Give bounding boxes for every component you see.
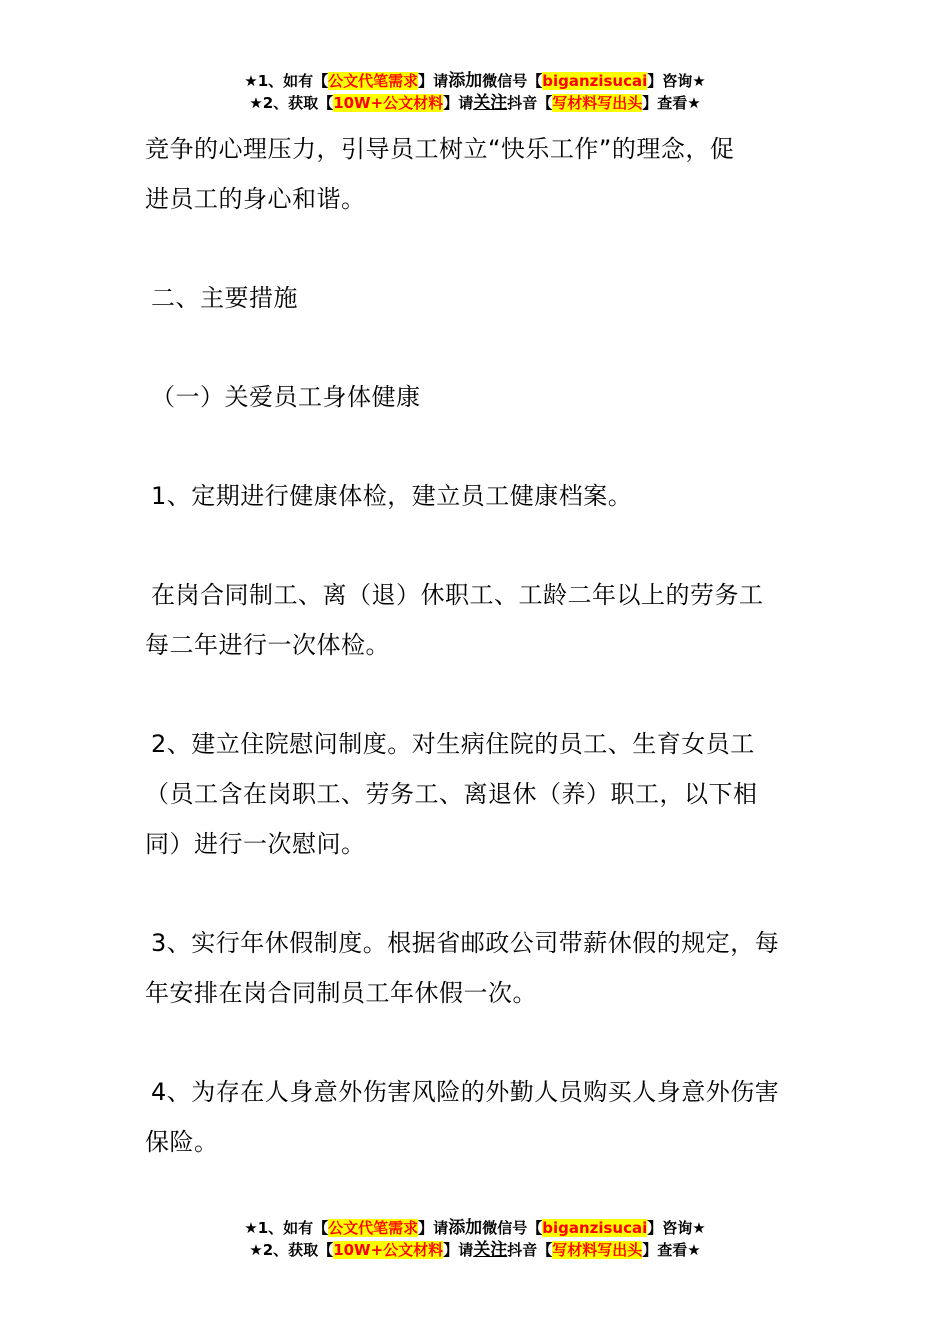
list-item-4 — [145, 1067, 810, 1167]
banner-line-2 — [0, 1239, 950, 1261]
banner-highlight: biganzisucai — [542, 72, 648, 90]
banner-text: 】咨询★ — [647, 1219, 706, 1237]
banner-highlight: 公文代笔需求 — [328, 1219, 419, 1237]
text-line: 4、为存在人身意外伤害风险的外勤人员购买人身意外伤害 — [151, 1078, 780, 1106]
list-item-1: 1、定期进行健康体检，建立员工健康档案。 — [151, 482, 633, 510]
banner-line-1 — [0, 70, 950, 92]
banner-line-2 — [0, 92, 950, 114]
text-line: 竞争的心理压力，引导员工树立“快乐工作”的理念，促 — [145, 135, 735, 163]
banner-emphasis: 添加 — [448, 71, 483, 91]
list-item-1-description — [145, 570, 810, 670]
text-line: 年安排在岗合同制员工年休假一次。 — [145, 979, 537, 1007]
banner-line-1 — [0, 1217, 950, 1239]
text-line: 3、实行年休假制度。根据省邮政公司带薪休假的规定，每 — [151, 929, 780, 957]
list-item-3 — [145, 918, 810, 1018]
text-line: 同）进行一次慰问。 — [145, 830, 366, 858]
section-heading: 二、主要措施 — [151, 284, 298, 312]
banner-highlight: 10W+公文材料 — [333, 94, 444, 112]
banner-emphasis: 关注 — [473, 1240, 508, 1260]
banner-text: 】请 — [443, 1241, 474, 1259]
banner-text: ★1、如有【 — [244, 72, 329, 90]
text-line: 保险。 — [145, 1128, 219, 1156]
banner-text: 】请 — [418, 72, 449, 90]
banner-text: ★1、如有【 — [244, 1219, 329, 1237]
banner-text: ★2、获取【 — [249, 1241, 334, 1259]
banner-text: 】查看★ — [642, 94, 701, 112]
subsection-heading: （一）关爱员工身体健康 — [151, 383, 421, 411]
banner-emphasis: 关注 — [473, 93, 508, 113]
document-body — [145, 124, 810, 1167]
banner-text: 抖音【 — [507, 94, 553, 112]
text-line: 2、建立住院慰问制度。对生病住院的员工、生育女员工 — [151, 730, 755, 758]
text-line: 在岗合同制工、离（退）休职工、工龄二年以上的劳务工 — [151, 581, 764, 609]
text-line: 进员工的身心和谐。 — [145, 185, 366, 213]
text-line: 每二年进行一次体检。 — [145, 631, 390, 659]
text-line: （员工含在岗职工、劳务工、离退休（养）职工，以下相 — [145, 780, 758, 808]
banner-emphasis: 添加 — [448, 1218, 483, 1238]
header-banner — [0, 70, 950, 114]
banner-text: ★2、获取【 — [249, 94, 334, 112]
banner-text: 】查看★ — [642, 1241, 701, 1259]
footer-banner — [0, 1217, 950, 1261]
banner-text: 微信号【 — [482, 72, 543, 90]
list-item-2 — [145, 719, 810, 869]
banner-text: 】咨询★ — [647, 72, 706, 90]
banner-text: 抖音【 — [507, 1241, 553, 1259]
banner-highlight: 10W+公文材料 — [333, 1241, 444, 1259]
banner-highlight: 写材料写出头 — [552, 94, 643, 112]
banner-highlight: 公文代笔需求 — [328, 72, 419, 90]
banner-highlight: biganzisucai — [542, 1219, 648, 1237]
banner-text: 】请 — [418, 1219, 449, 1237]
paragraph-intro — [145, 124, 810, 224]
banner-highlight: 写材料写出头 — [552, 1241, 643, 1259]
banner-text: 微信号【 — [482, 1219, 543, 1237]
banner-text: 】请 — [443, 94, 474, 112]
